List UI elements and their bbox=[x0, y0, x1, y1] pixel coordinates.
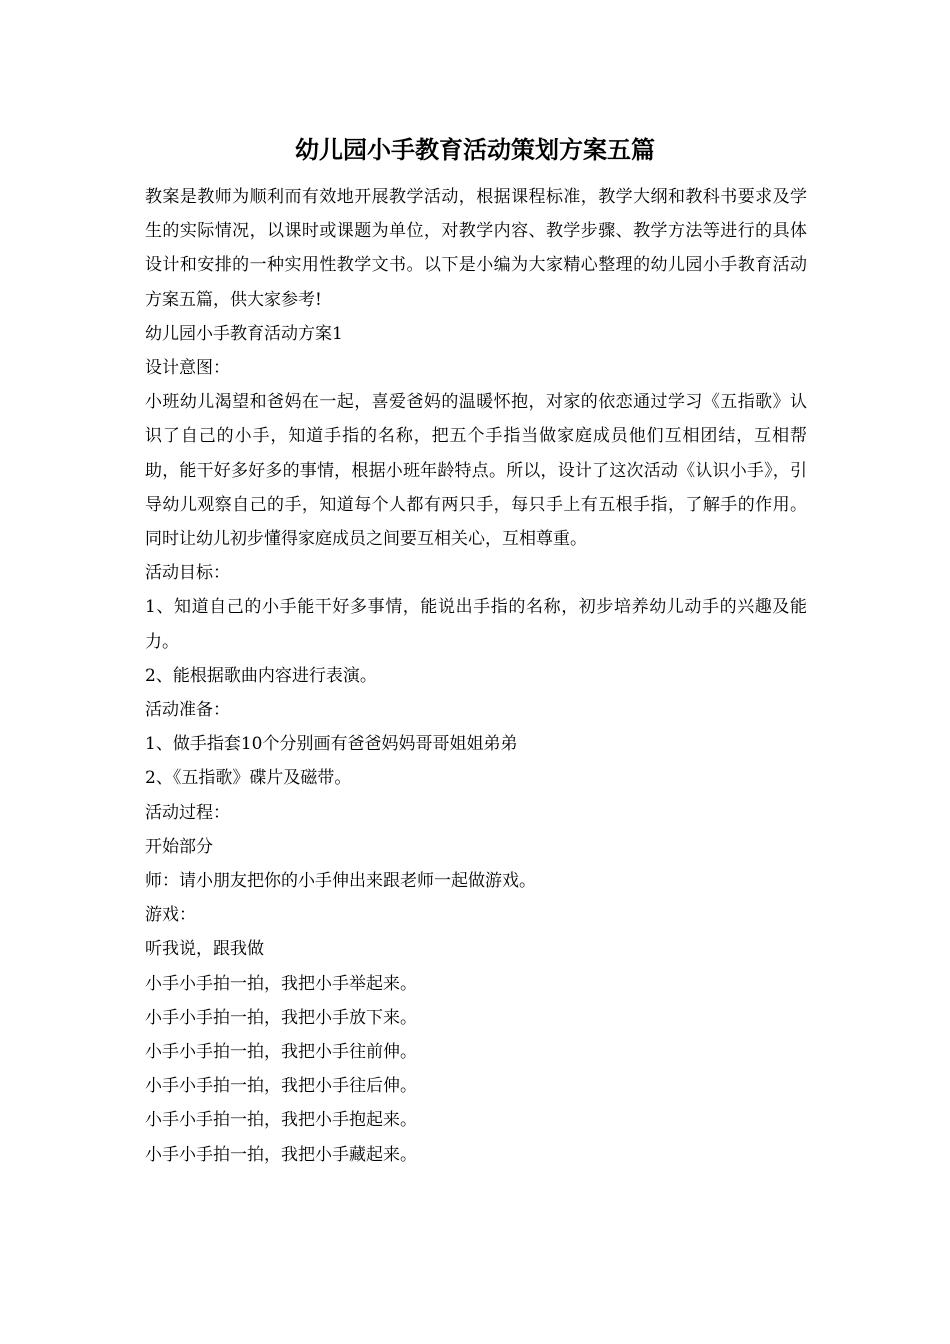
opening-section-label: 开始部分 bbox=[145, 836, 213, 857]
chant-line: 小手小手拍一拍，我把小手藏起来。 bbox=[145, 1144, 417, 1165]
preparation-item-2: 2、《五指歌》碟片及磁带。 bbox=[145, 768, 352, 789]
activity-goals-label: 活动目标： bbox=[145, 563, 230, 584]
game-line: 听我说，跟我做 bbox=[145, 939, 264, 960]
section-heading-plan-1: 幼儿园小手教育活动方案1 bbox=[145, 323, 343, 344]
chant-line: 小手小手拍一拍，我把小手放下来。 bbox=[145, 1007, 417, 1028]
chant-line: 小手小手拍一拍，我把小手举起来。 bbox=[145, 973, 417, 994]
intro-paragraph: 教案是教师为顺利而有效地开展教学活动，根据课程标准，教学大纲和教科书要求及学生的实际情况，以课时或课题为单位，对教学内容、教学步骤、教学方法等进行的具体设计和安排的一种实用性教学文书。以下是小编为大家精心整理的幼儿园小手教育活动方案五篇，供大家参考! bbox=[145, 187, 807, 310]
document-title: 幼儿园小手教育活动策划方案五篇 bbox=[295, 135, 655, 164]
preparation-item-1: 1、做手指套10个分别画有爸爸妈妈哥哥姐姐弟弟 bbox=[145, 734, 518, 755]
game-label: 游戏： bbox=[145, 905, 196, 926]
teacher-instruction: 师：请小朋友把你的小手伸出来跟老师一起做游戏。 bbox=[145, 871, 536, 892]
goal-item-2: 2、能根据歌曲内容进行表演。 bbox=[145, 665, 377, 686]
design-intent-paragraph: 小班幼儿渴望和爸妈在一起，喜爱爸妈的温暖怀抱，对家的依恋通过学习《五指歌》认识了自己的小手，知道手指的名称，把五个手指当做家庭成员他们互相团结，互相帮助，能干好多好多的事情，根据小班年龄特点。所以，设计了这次活动《认识小手》，引导幼儿观察自己的手，知道每个人都有两只手，每只手上有五根手指，了解手的作用。同时让幼儿初步懂得家庭成员之间要互相关心，互相尊重。 bbox=[145, 392, 807, 550]
activity-process-label: 活动过程： bbox=[145, 802, 230, 823]
goal-item-1: 1、知道自己的小手能干好多事情，能说出手指的名称，初步培养幼儿动手的兴趣及能力。 bbox=[145, 597, 807, 652]
document-body bbox=[145, 180, 807, 1172]
chant-line: 小手小手拍一拍，我把小手抱起来。 bbox=[145, 1110, 417, 1131]
design-intent-label: 设计意图： bbox=[145, 358, 230, 379]
chant-line: 小手小手拍一拍，我把小手往前伸。 bbox=[145, 1042, 417, 1063]
activity-preparation-label: 活动准备： bbox=[145, 700, 230, 721]
chant-line: 小手小手拍一拍，我把小手往后伸。 bbox=[145, 1076, 417, 1097]
